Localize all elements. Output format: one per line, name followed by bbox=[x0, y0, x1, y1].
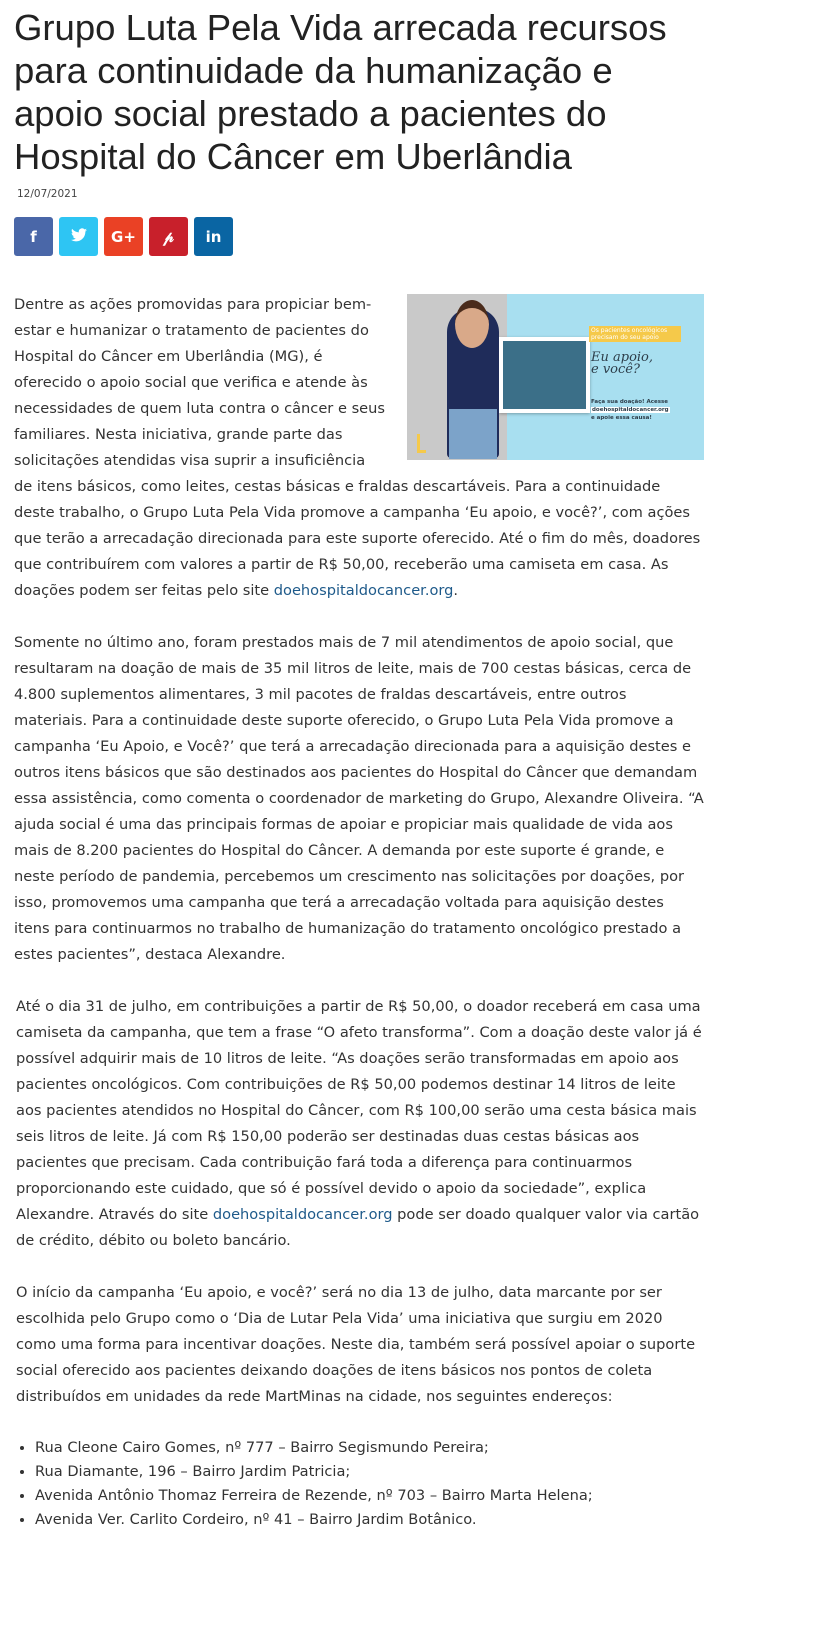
campaign-image bbox=[407, 294, 704, 460]
article-body bbox=[14, 292, 704, 1532]
list-item: • Avenida Ver. Carlito Cordeiro, nº 41 – Bairro Jardim Botânico. bbox=[35, 1508, 704, 1532]
donation-site-link[interactable]: doehospitaldocancer.org bbox=[212, 1206, 393, 1223]
paragraph-4: O início da campanha ‘Eu apoio, e você?’ será no dia 13 de julho, data marcante por ser escolhida pelo Grupo como o ‘Dia de Lutar Pela Vida’ uma iniciativa que surgiu em 2020 como uma forma para incentivar doações. Neste dia, também será possível apoiar o suporte social oferecido aos pacientes deixando doações de itens básicos nos pontos de coleta distribuídos em unidades da rede MartMinas na cidade, nos seguintes endereços: bbox=[16, 1284, 696, 1405]
list-item: • Rua Cleone Cairo Gomes, nº 777 – Bairro Segismundo Pereira; bbox=[35, 1436, 704, 1460]
article-container bbox=[14, 0, 704, 1532]
pinterest-icon: 𝓅 bbox=[163, 227, 174, 246]
share-bar bbox=[14, 217, 704, 256]
share-linkedin-button[interactable] bbox=[194, 217, 233, 256]
paragraph-2: Somente no último ano, foram prestados mais de 7 mil atendimentos de apoio social, que resultaram na doação de mais de 35 mil litros de leite, mais de 700 cestas básicas, cerca de 4.800 suplementos alimentares, 3 mil pacotes de fraldas descartáveis, entre outros materiais. Para a continuidade deste suporte oferecido, o Grupo Luta Pela Vida promove a campanha ‘Eu Apoio, e Você?’ que terá a arrecadação direcionada para a aquisição destes e outros itens básicos que são destinados aos pacientes do Hospital do Câncer que demandam essa assistência, como comenta o coordenador de marketing do Grupo, Alexandre Oliveira. “A ajuda social é uma das principais formas de apoiar e propiciar mais qualidade de vida aos mais de 8.200 pacientes do Hospital do Câncer. A demanda por este suporte é grande, e neste período de pandemia, percebemos um crescimento nas solicitações por doações, por isso, promovemos uma campanha que terá a arrecadação voltada para aquisição destes itens para continuarmos no trabalho de humanização do tratamento oncológico prestado a estes pacientes”, destaca Alexandre. bbox=[14, 634, 704, 963]
google-plus-icon: G+ bbox=[111, 227, 136, 246]
list-item: • Rua Diamante, 196 – Bairro Jardim Patricia; bbox=[35, 1460, 704, 1484]
twitter-icon bbox=[71, 228, 87, 246]
linkedin-icon: in bbox=[205, 227, 222, 246]
image-cta: Faça sua doação! Acesse doehospitaldocancer.org e apoie essa causa! bbox=[591, 399, 669, 421]
image-slogan: Eu apoio, e você? bbox=[591, 350, 654, 377]
share-google-plus-button[interactable] bbox=[104, 217, 143, 256]
image-tag: Os pacientes oncológicos precisam do seu apoio bbox=[589, 326, 681, 342]
publish-date: 12/07/2021 bbox=[17, 188, 78, 200]
share-facebook-button[interactable] bbox=[14, 217, 53, 256]
donation-site-link[interactable]: doehospitaldocancer.org bbox=[273, 582, 454, 599]
article-title: Grupo Luta Pela Vida arrecada recursos para continuidade da humanização e apoio social prestado a pacientes do Hospital do Câncer em Uberlândia bbox=[14, 7, 667, 177]
share-pinterest-button[interactable] bbox=[149, 217, 188, 256]
share-twitter-button[interactable] bbox=[59, 217, 98, 256]
list-item: • Avenida Antônio Thomaz Ferreira de Rezende, nº 703 – Bairro Marta Helena; bbox=[35, 1484, 704, 1508]
facebook-icon: f bbox=[30, 227, 37, 246]
paragraph-1: Dentre as ações promovidas para propiciar bem-estar e humanizar o tratamento de pacientes do Hospital do Câncer em Uberlândia (MG), é oferecido o apoio social que verifica e atende às necessidades de quem luta contra o câncer e seus familiares. Nesta iniciativa, grande parte das solicitações atendidas visa suprir a insuficiência de itens básicos, como leites, cestas básicas e fraldas descartáveis. Para a continuidade deste trabalho, o Grupo Luta Pela Vida promove a campanha ‘Eu apoio, e você?’, com ações que terão a arrecadação direcionada para este suporte oferecido. Até o fim do mês, doadores que contribuírem com valores a partir de R$ 50,00, receberão uma camiseta em casa. As doações podem ser feitas pelo site doehospitaldocancer.org. bbox=[14, 296, 701, 599]
address-list bbox=[14, 1436, 704, 1532]
paragraph-3: Até o dia 31 de julho, em contribuições a partir de R$ 50,00, o doador receberá em casa uma camiseta da campanha, que tem a frase “O afeto transforma”. Com a doação deste valor já é possível adquirir mais de 10 litros de leite. “As doações serão transformadas em apoio aos pacientes oncológicos. Com contribuições de R$ 50,00 podemos destinar 14 litros de leite aos pacientes atendidos no Hospital do Câncer, com R$ 100,00 serão uma cesta básica mais seis litros de leite. Já com R$ 150,00 poderão ser destinadas duas cestas básicas aos pacientes que precisam. Cada contribuição fará toda a diferença para continuarmos proporcionando este cuidado, que só é possível devido o apoio da sociedade”, explica Alexandre. Através do site doehospitaldocancer.org pode ser doado qualquer valor via cartão de crédito, débito ou boleto bancário. bbox=[16, 998, 702, 1249]
hospital-photo bbox=[499, 337, 590, 413]
